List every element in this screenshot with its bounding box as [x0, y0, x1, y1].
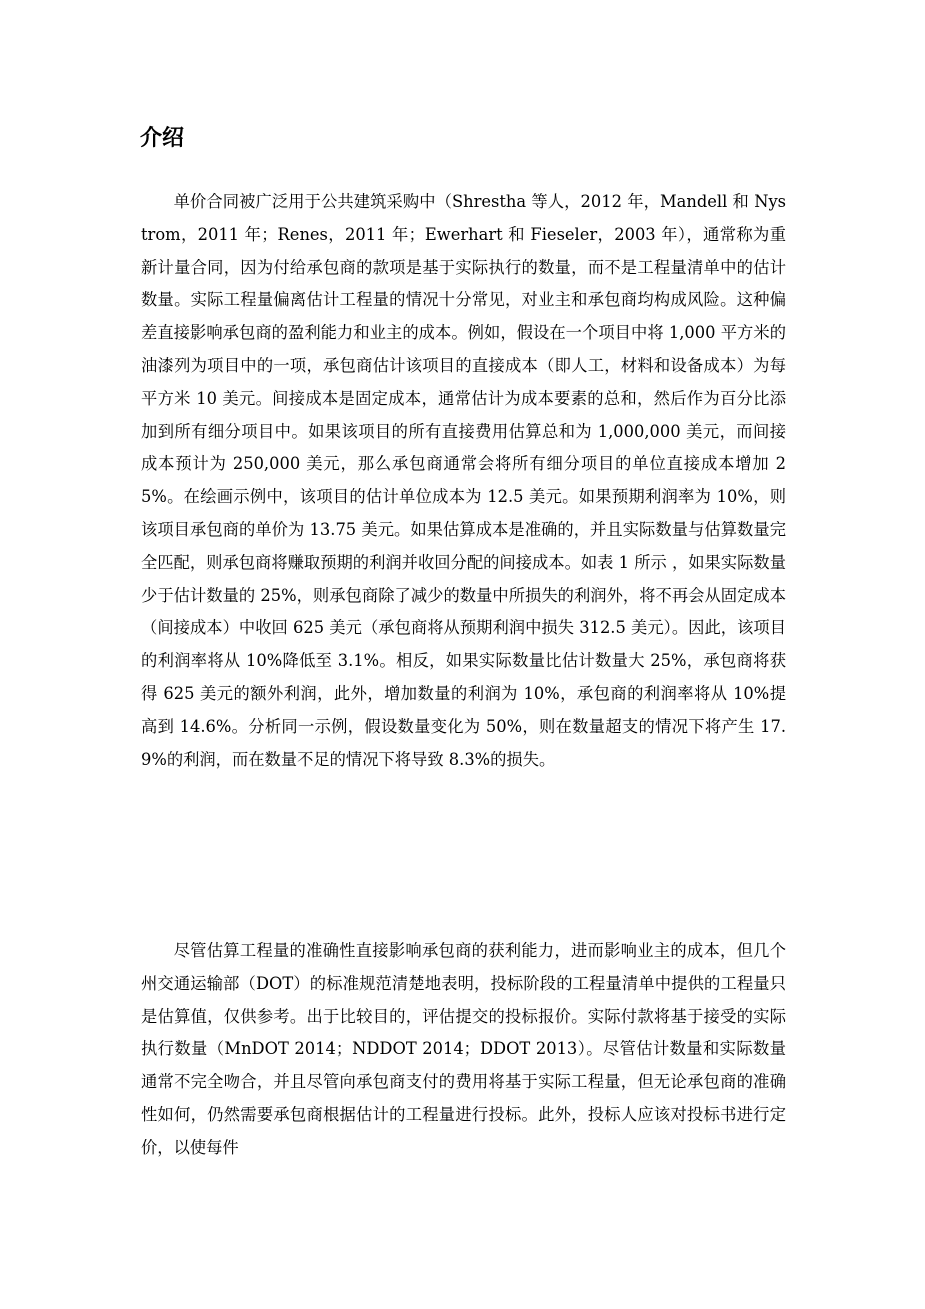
section-heading: 介绍 — [140, 125, 185, 151]
paragraph-2: 尽管估算工程量的准确性直接影响承包商的获利能力，进而影响业主的成本，但几个州交通运输部（DOT）的标准规范清楚地表明，投标阶段的工程量清单中提供的工程量只是估算值，仅供参考。出于比较目的，评估提交的投标报价。实际付款将基于接受的实际执行数量（MnDOT 2014；NDDOT 2014；DDOT 2013）。尽管估计数量和实际数量通常不完全吻合，并且尽管向承包商支付的费用将基于实际工程量，但无论承包商的准确性如何，仍然需要承包商根据估计的工程量进行投标。此外，投标人应该对投标书进行定价，以使每件 — [141, 941, 786, 1157]
paragraph-1: 单价合同被广泛用于公共建筑采购中（Shrestha 等人，2012 年，Mandell 和 Nystrom，2011 年；Renes，2011 年；Ewerhart 和 Fieseler，2003 年），通常称为重新计量合同，因为付给承包商的款项是基于实际执行的数量，而不是工程量清单中的估计数量。实际工程量偏离估计工程量的情况十分常见，对业主和承包商均构成风险。这种偏差直接影响承包商的盈利能力和业主的成本。例如，假设在一个项目中将 1,000 平方米的油漆列为项目中的一项，承包商估计该项目的直接成本（即人工，材料和设备成本）为每平方米 10 美元。间接成本是固定成本，通常估计为成本要素的总和，然后作为百分比添加到所有细分项目中。如果该项目的所有直接费用估算总和为 1,000,000 美元，而间接成本预计为 250,000 美元，那么承包商通常会将所有细分项目的单位直接成本增加 25%。在绘画示例中，该项目的估计单位成本为 12.5 美元。如果预期利润率为 10%，则该项目承包商的单价为 13.75 美元。如果估算成本是准确的，并且实际数量与估算数量完全匹配，则承包商将赚取预期的利润并收回分配的间接成本。如表 1 所示 ，如果实际数量少于估计数量的 25%，则承包商除了减少的数量中所损失的利润外，将不再会从固定成本（间接成本）中收回 625 美元（承包商将从预期利润中损失 312.5 美元）。因此，该项目的利润率将从 10%降低至 3.1%。相反，如果实际数量比估计数量大 25%，承包商将获得 625 美元的额外利润，此外，增加数量的利润为 10%，承包商的利润率将从 10%提高到 14.6%。分析同一示例，假设数量变化为 50%，则在数量超支的情况下将产生 17.9%的利润，而在数量不足的情况下将导致 8.3%的损失。 — [141, 192, 786, 769]
